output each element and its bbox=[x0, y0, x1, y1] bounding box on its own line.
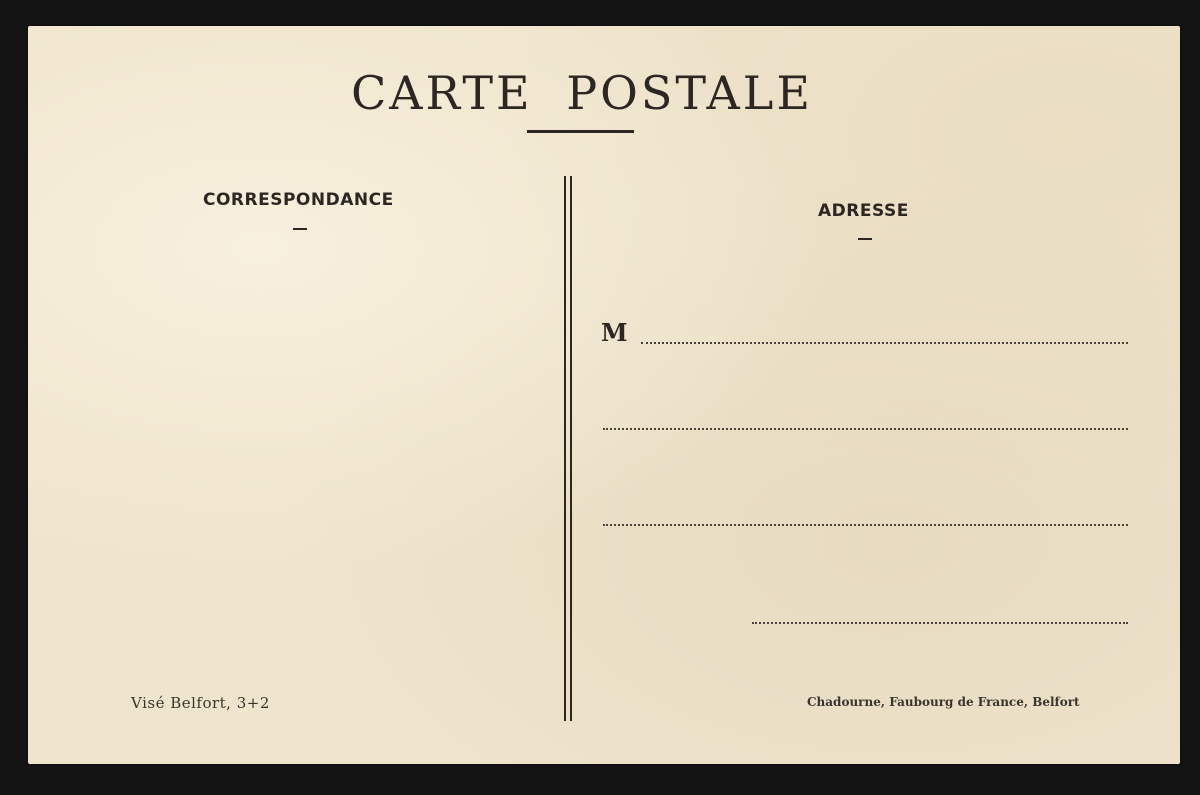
address-heading: ADRESSE bbox=[818, 201, 909, 221]
correspondence-heading: CORRESPONDANCE bbox=[203, 190, 394, 210]
publisher-imprint: Chadourne, Faubourg de France, Belfort bbox=[807, 695, 1080, 709]
address-line-3 bbox=[603, 524, 1128, 526]
censor-mark: Visé Belfort, 3+2 bbox=[131, 694, 270, 712]
divider-line-right bbox=[570, 176, 572, 721]
address-line-4 bbox=[752, 622, 1128, 624]
postcard-title: CARTE POSTALE bbox=[351, 66, 813, 120]
address-line-2 bbox=[603, 428, 1128, 430]
correspondence-dash bbox=[293, 228, 307, 230]
address-dash bbox=[858, 238, 872, 240]
postcard-back bbox=[28, 26, 1180, 764]
address-line-1 bbox=[641, 342, 1128, 344]
divider-line-left bbox=[564, 176, 566, 721]
recipient-prefix: M bbox=[601, 318, 628, 347]
center-divider bbox=[564, 176, 573, 721]
title-underline bbox=[527, 130, 634, 133]
